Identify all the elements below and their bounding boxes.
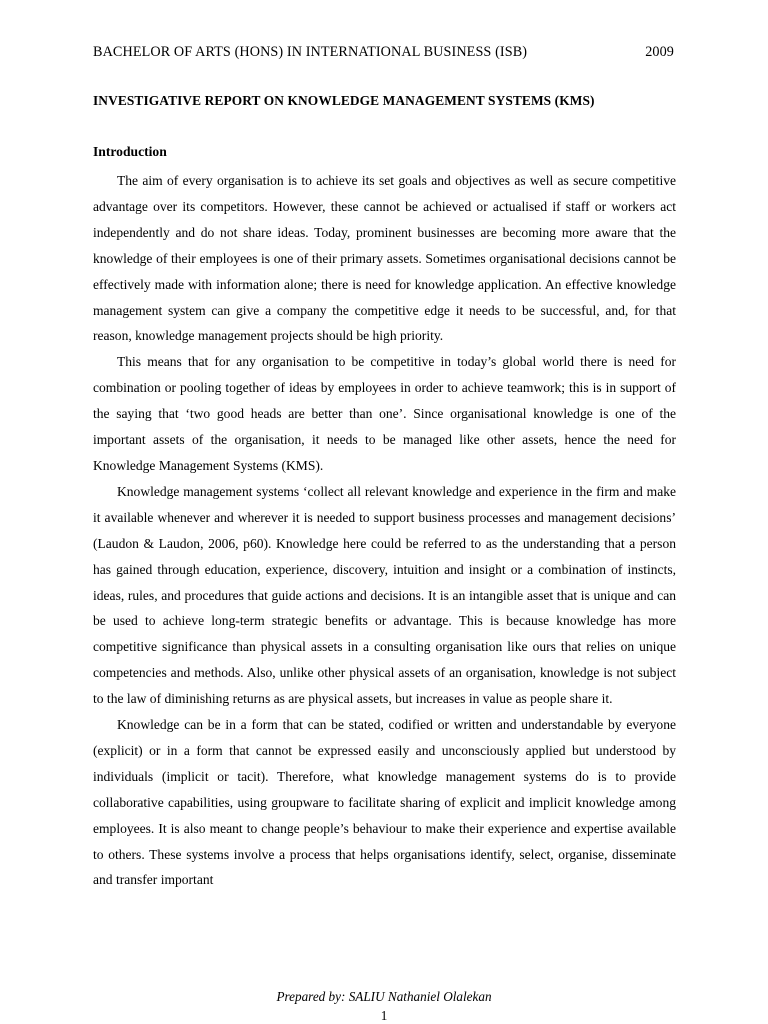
paragraph: The aim of every organisation is to achieve its set goals and objectives as well as secure competitive advantage over its competitors. However, these cannot be achieved or actualised if staff or workers act independently and do not share ideas. Today, prominent businesses are becoming more aware that the knowledge of their employees is one of their primary assets. Sometimes organisational decisions cannot be effectively made with information alone; there is need for knowledge application. An effective knowledge management system can give a company the competitive edge it needs to be successful, and, for that reason, knowledge management projects should be high priority. — [93, 173, 676, 344]
preparer-credit: Prepared by: SALIU Nathaniel Olalekan — [276, 989, 492, 1004]
paragraph: This means that for any organisation to be competitive in today’s global world there is need for combination or pooling together of ideas by employees in order to achieve teamwork; this is in support of the saying that ‘two good heads are better than one’. Since organisational knowledge is one of the important assets of the organisation, it needs to be managed like other assets, hence the need for Knowledge Management Systems (KMS). — [93, 354, 676, 473]
body-text — [93, 168, 676, 893]
course-title: BACHELOR OF ARTS (HONS) IN INTERNATIONAL BUSINESS (ISB) — [93, 44, 528, 60]
header-year: 2009 — [645, 44, 674, 60]
paragraph: Knowledge can be in a form that can be stated, codified or written and understandable by everyone (explicit) or in a form that cannot be expressed easily and unconsciously applied but understood by individuals (implicit or tacit). Therefore, what knowledge management systems do is to provide collaborative capabilities, using groupware to facilitate sharing of explicit and implicit knowledge among employees. It is also meant to change people’s behaviour to make their experience and expertise available to others. These systems involve a process that helps organisations identify, select, organise, disseminate and transfer important — [93, 717, 676, 888]
page-number: 1 — [380, 1008, 388, 1023]
section-heading: Introduction — [93, 144, 167, 159]
report-title: INVESTIGATIVE REPORT ON KNOWLEDGE MANAGEMENT SYSTEMS (KMS) — [93, 93, 595, 108]
paragraph: Knowledge management systems ‘collect all relevant knowledge and experience in the firm and make it available whenever and wherever it is needed to support business processes and management decisions’ (Laudon & Laudon, 2006, p60). Knowledge here could be referred to as the understanding that a person has gained through education, experience, discovery, intuition and insight or a combination of instincts, ideas, rules, and procedures that guide actions and decisions. It is an intangible asset that is unique and can be used to achieve long-term strategic benefits or advantage. This is because knowledge has more competitive significance than physical assets in a consulting organisation like ours that relies on unique competencies and methods. Also, unlike other physical assets of an organisation, knowledge is not subject to the law of diminishing returns as are physical assets, but increases in value as people share it. — [93, 483, 676, 707]
running-header — [93, 44, 674, 64]
